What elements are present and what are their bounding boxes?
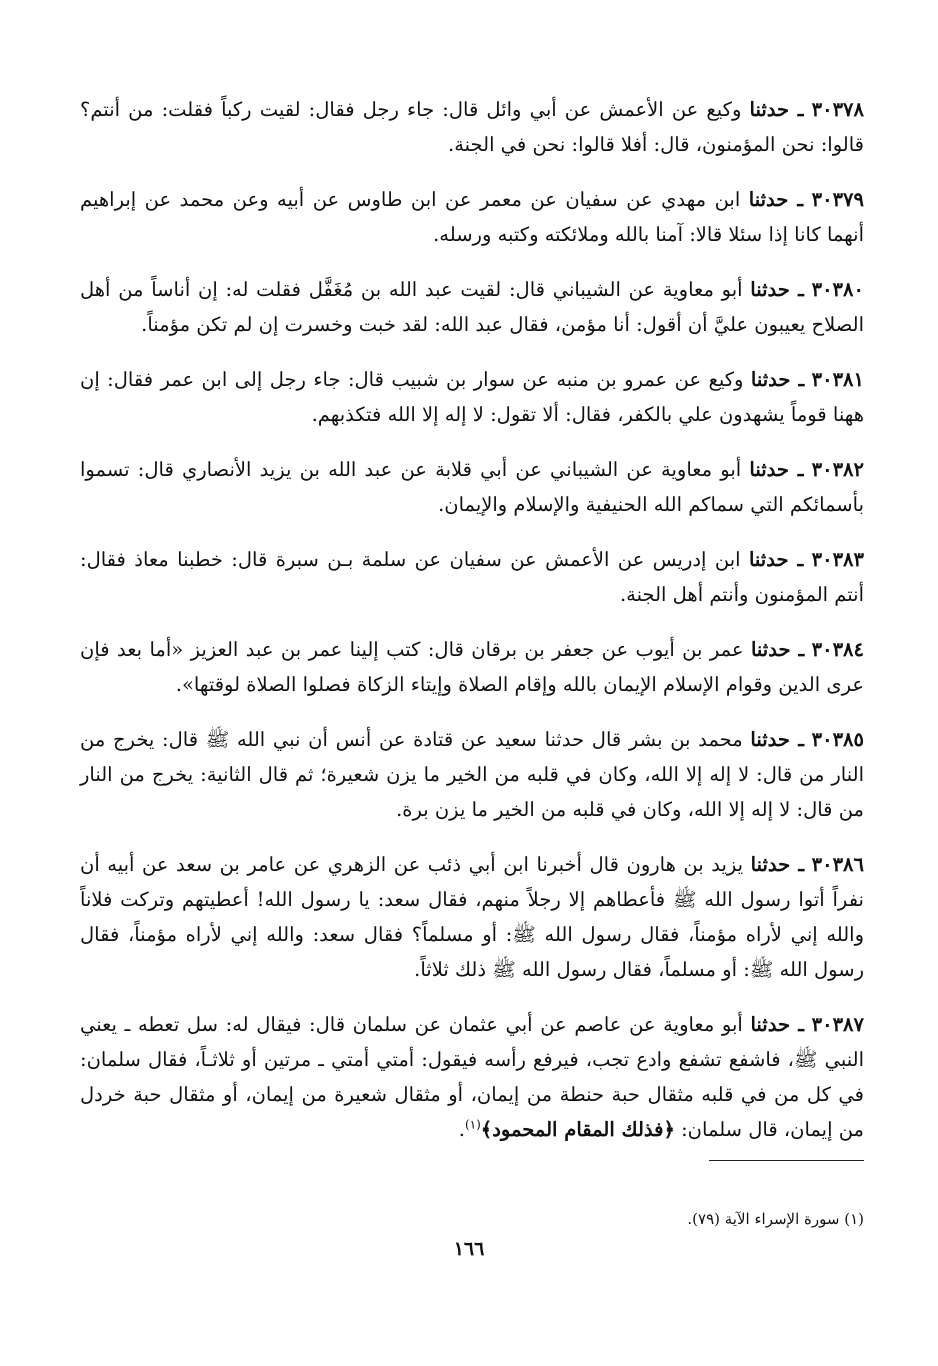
footnote-reference[interactable]: (١) (464, 1117, 481, 1132)
page-body (80, 92, 864, 1167)
hadith-lead: حدثنا (750, 368, 791, 391)
hadith-number: ٣٠٣٨١ (811, 368, 865, 391)
hadith-number: ٣٠٣٨٤ (811, 638, 865, 661)
hadith-lead: حدثنا (748, 548, 789, 571)
hadith-text: يزيد بن هارون قال أخبرنا ابن أبي ذئب عن الزهري عن عامر بن سعد عن أبيه أن نفراً أتوا رسول الله ﷺ فأعطاهم إلا رجلاً منهم، فقال سعد: يا رسول الله! أعطيتهم وتركت فلاناً والله إني لأراه مؤمناً، فقال رسول الله ﷺ: أو مسلماً؟ فقال سعد: والله إني لأراه مؤمناً، فقال رسول الله ﷺ: أو مسلماً، فقال رسول الله ﷺ ذلك ثلاثاً. (80, 853, 864, 981)
hadith-lead: حدثنا (750, 728, 790, 751)
hadith-paragraph: ٣٠٣٨٦ ـ حدثنا يزيد بن هارون قال أخبرنا ابن أبي ذئب عن الزهري عن عامر بن سعد عن أبيه أن نفراً أتوا رسول الله ﷺ فأعطاهم إلا رجلاً منهم، فقال سعد: يا رسول الله! أعطيتهم وتركت فلاناً والله إني لأراه مؤمناً، فقال رسول الله ﷺ: أو مسلماً؟ فقال سعد: والله إني لأراه مؤمناً، فقال رسول الله ﷺ: أو مسلماً، فقال رسول الله ﷺ ذلك ثلاثاً. (80, 853, 865, 981)
page-number: ١٦٦ (453, 1238, 485, 1260)
hadith-paragraph: ٣٠٣٨٧ ـ حدثنا أبو معاوية عن عاصم عن أبي عثمان عن سلمان قال: فيقال له: سل تعطه ـ يعني النبي ﷺ، فاشفع تشفع وادع تجب، فيرفع رأسه فيقول: أمتي أمتي ـ مرتين أو ثلاثـاً، فقال سلمان: في كل من في قلبه مثقال حبة حنطة من إيمان، أو مثقال شعيرة من إيمان، أو مثقال حبة خردل من إيمان، قال سلمان: ﴿فذلك المقام المحمود﴾$^{(١)}$. (80, 1013, 864, 1141)
hadith-number: ٣٠٣٧٩ (811, 188, 864, 211)
hadith-lead: حدثنا (750, 853, 791, 876)
hadith-text: عمر بن أيوب عن جعفر بن برقان قال: كتب إلينا عمر بن عبد العزيز «أما بعد فإن عرى الدين وقوام الإسلام الإيمان بالله وإقام الصلاة وإيتاء الزكاة فصلوا الصلاة لوقتها». (80, 638, 864, 696)
hadith-text: أبو معاوية عن عاصم عن أبي عثمان عن سلمان قال: فيقال له: سل تعطه ـ يعني النبي ﷺ، فاشفع تشفع وادع تجب، فيرفع رأسه فيقول: أمتي أمتي ـ مرتين أو ثلاثـاً، فقال سلمان: في كل من في قلبه مثقال حبة حنطة من إيمان، أو مثقال شعيرة من إيمان، أو مثقال حبة خردل من إيمان، قال سلمان: (80, 1013, 864, 1141)
hadith-text: أبو معاوية عن الشيباني قال: لقيت عبد الله بن مُغَفَّل فقلت له: إن أناساً من أهل الصلاح يعيبون عليَّ أن أقول: أنا مؤمن، فقال عبد الله: لقد خبت وخسرت إن لم تكن مؤمناً. (80, 278, 864, 336)
hadith-text: وكيع عن الأعمش عن أبي وائل قال: جاء رجل فقال: لقيت ركباً فقلت: من أنتم؟ قالوا: نحن المؤمنون، قال: أفلا قالوا: نحن في الجنة. (80, 98, 864, 156)
hadith-text: ابن إدريس عن الأعمش عن سفيان عن سلمة بـن سبرة قال: خطبنا معاذ فقال: أنتم المؤمنون وأنتم أهل الجنة. (80, 548, 864, 606)
hadith-lead: حدثنا (750, 638, 791, 661)
hadith-tail: . (458, 1118, 465, 1141)
hadith-paragraph: ٣٠٣٨٢ ـ حدثنا أبو معاوية عن الشيباني عن أبي قلابة عن عبد الله بن يزيد الأنصاري قال: تسموا بأسمائكم التي سماكم الله الحنيفية والإسلام والإيمان. (80, 458, 865, 516)
hadith-text: محمد بن بشر قال حدثنا سعيد عن قتادة عن أنس أن نبي الله ﷺ قال: يخرج من النار من قال: لا إله إلا الله، وكان في قلبه من الخير ما يزن شعيرة؛ ثم قال الثانية: يخرج من النار من قال: لا إله إلا الله، وكان في قلبه من الخير ما يزن برة. (80, 728, 864, 821)
hadith-lead: حدثنا (748, 188, 789, 211)
hadith-lead: حدثنا (749, 458, 789, 481)
hadith-number: ٣٠٣٧٨ (811, 98, 864, 121)
hadith-text: أبو معاوية عن الشيباني عن أبي قلابة عن عبد الله بن يزيد الأنصاري قال: تسموا بأسمائكم التي سماكم الله الحنيفية والإسلام والإيمان. (80, 458, 864, 516)
hadith-paragraph: ٣٠٣٨٠ ـ حدثنا أبو معاوية عن الشيباني قال: لقيت عبد الله بن مُغَفَّل فقلت له: إن أناساً من أهل الصلاح يعيبون عليَّ أن أقول: أنا مؤمن، فقال عبد الله: لقد خبت وخسرت إن لم تكن مؤمناً. (80, 278, 864, 336)
footnote-divider (709, 1160, 864, 1161)
hadith-paragraph: ٣٠٣٨١ ـ حدثنا وكيع عن عمرو بن منبه عن سوار بن شبيب قال: جاء رجل إلى ابن عمر فقال: إن ههنا قوماً يشهدون علي بالكفر، فقال: ألا تقول: لا إله إلا الله فتكذبهم. (80, 368, 865, 426)
hadith-number: ٣٠٣٨٣ (811, 548, 864, 571)
footnote: (١) سورة الإسراء الآية (٧٩). (687, 1210, 864, 1228)
hadith-lead: حدثنا (749, 98, 790, 121)
hadith-text: ابن مهدي عن سفيان عن معمر عن ابن طاوس عن أبيه وعن محمد عن إبراهيم أنهما كانا إذا سئلا قالا: آمنا بالله وملائكته وكتبه ورسله. (80, 188, 864, 246)
hadith-paragraph: ٣٠٣٨٤ ـ حدثنا عمر بن أيوب عن جعفر بن برقان قال: كتب إلينا عمر بن عبد العزيز «أما بعد فإن عرى الدين وقوام الإسلام الإيمان بالله وإقام الصلاة وإيتاء الزكاة فصلوا الصلاة لوقتها». (80, 638, 865, 696)
hadith-text: وكيع عن عمرو بن منبه عن سوار بن شبيب قال: جاء رجل إلى ابن عمر فقال: إن ههنا قوماً يشهدون علي بالكفر، فقال: ألا تقول: لا إله إلا الله فتكذبهم. (80, 368, 864, 426)
hadith-lead: حدثنا (750, 278, 790, 301)
hadith-number: ٣٠٣٨٥ (811, 728, 864, 751)
quran-quote: ﴿فذلك المقام المحمود﴾ (480, 1118, 675, 1141)
hadith-number: ٣٠٣٨٧ (811, 1013, 864, 1036)
hadith-number: ٣٠٣٨٦ (811, 853, 865, 876)
hadith-number: ٣٠٣٨٠ (811, 278, 864, 301)
hadith-paragraph: ٣٠٣٨٣ ـ حدثنا ابن إدريس عن الأعمش عن سفيان عن سلمة بـن سبرة قال: خطبنا معاذ فقال: أنتم المؤمنون وأنتم أهل الجنة. (80, 548, 864, 606)
hadith-paragraph: ٣٠٣٧٨ ـ حدثنا وكيع عن الأعمش عن أبي وائل قال: جاء رجل فقال: لقيت ركباً فقلت: من أنتم؟ قالوا: نحن المؤمنون، قال: أفلا قالوا: نحن في الجنة. (80, 98, 864, 156)
hadith-lead: حدثنا (750, 1013, 791, 1036)
hadith-number: ٣٠٣٨٢ (811, 458, 865, 481)
hadith-paragraph: ٣٠٣٧٩ ـ حدثنا ابن مهدي عن سفيان عن معمر عن ابن طاوس عن أبيه وعن محمد عن إبراهيم أنهما كانا إذا سئلا قالا: آمنا بالله وملائكته وكتبه ورسله. (80, 188, 864, 246)
hadith-paragraph: ٣٠٣٨٥ ـ حدثنا محمد بن بشر قال حدثنا سعيد عن قتادة عن أنس أن نبي الله ﷺ قال: يخرج من النار من قال: لا إله إلا الله، وكان في قلبه من الخير ما يزن شعيرة؛ ثم قال الثانية: يخرج من النار من قال: لا إله إلا الله، وكان في قلبه من الخير ما يزن برة. (80, 728, 864, 821)
